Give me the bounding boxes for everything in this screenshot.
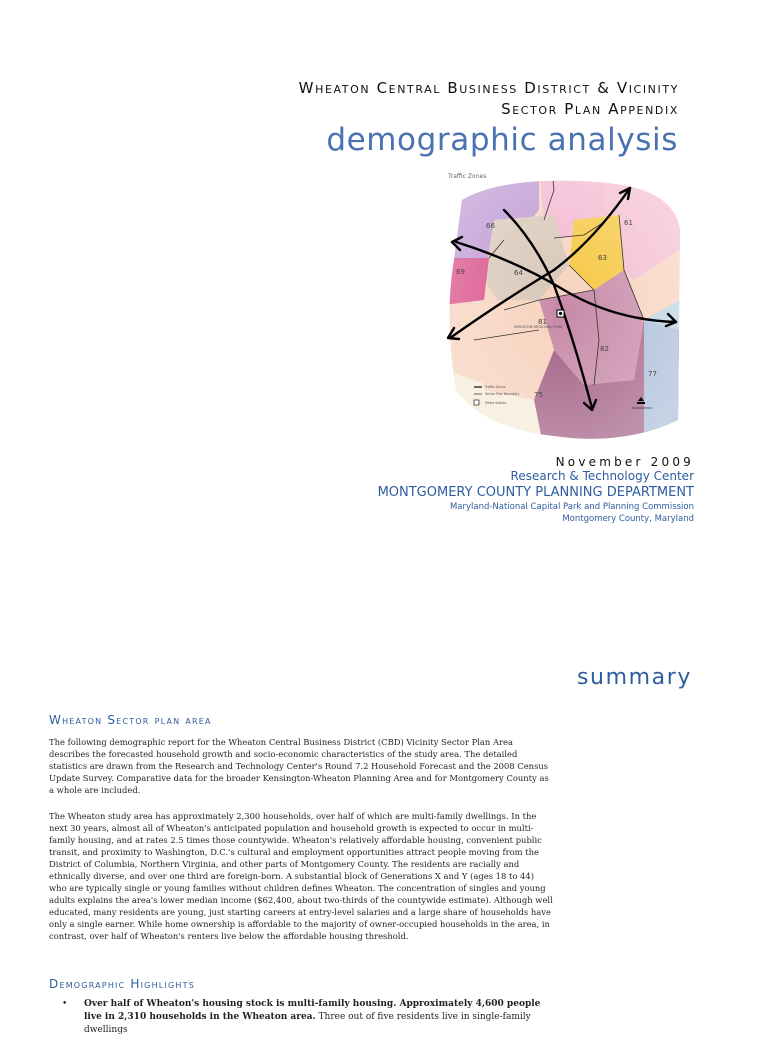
zone-82-label: 82	[600, 345, 609, 353]
zone-63-label: 63	[598, 254, 607, 262]
zone-75-label: 75	[534, 391, 543, 399]
commission-name: Maryland-National Capital Park and Planning Commission	[449, 502, 694, 512]
highlight-bullet-1	[62, 998, 554, 1037]
location-name: Montgomery County, Maryland	[562, 514, 694, 524]
metro-station-icon	[557, 310, 564, 317]
research-center-name: Research & Technology Center	[510, 469, 694, 483]
svg-text:Sector Plan Boundary: Sector Plan Boundary	[485, 392, 520, 396]
summary-paragraph-1: The following demographic report for the Wheaton Central Business District (CBD) Vicinity Sector Plan Area describes the forecasted household growth and socio-economic characteristics of the study area. The detailed statistics are drawn from the Research and Technology Center's Round 7.2 Household Forecast and the 2008 Census Update Survey. Comparative data for the broader Kensington-Wheaton Planning Area and for Montgomery County as a whole are included.	[49, 737, 549, 795]
zone-66-label: 66	[486, 222, 495, 230]
zone-77-label: 77	[648, 370, 657, 378]
zone-69-label: 69	[456, 268, 465, 276]
summary-heading: summary	[576, 665, 692, 690]
department-name: MONTGOMERY COUNTY PLANNING DEPARTMENT	[377, 485, 694, 500]
report-main-title: demographic analysis	[326, 122, 678, 158]
summary-paragraph-2: The Wheaton study area has approximately 2,300 households, over half of which are multi-family dwellings. In the next 30 years, almost all of Wheaton's anticipated population and household growth is expected to occur in multi-family housing, and at rates 2.5 times those countywide. Wheaton's relatively affordable housing, convenient public transit, and proximity to Washington, D.C.'s cultural and employment opportunities attract people moving from the District of Columbia, Northern Virginia, and other parts of Montgomery County. The residents are racially and ethnically diverse, and over one third are foreign-born. A substantial block of Generations X and Y (ages 18 to 44) who are typically single or young families without children defines Wheaton. The concentration of singles and young adults explains the area's lower median income ($62,400, about two-thirds of the countywide estimate). Although well educated, many residents are young, just starting careers at entry-level salaries and a large share of households have only a single earner. While home ownership is affordable to the majority of owner-occupied households in the area, in contrast, over half of Wheaton's renters live below the affordable housing threshold.	[49, 811, 553, 941]
bullet-bold-text: Over half of Wheaton's housing stock is multi-family housing. Approximately 4,600 people live in 2,310 households in the Wheaton area.	[84, 999, 541, 1022]
section-heading-demographic-highlights: Demographic Highlights	[49, 977, 195, 991]
report-title-line-2: Sector Plan Appendix	[501, 100, 679, 118]
report-title-line-1: Wheaton Central Business District & Vicinity	[298, 79, 679, 97]
zone-61-label: 61	[624, 219, 633, 227]
bullet-text: Three out of five residents live in single-family dwellings	[84, 1012, 531, 1035]
map-label: Traffic Zones	[448, 173, 487, 180]
svg-text:Metro Station: Metro Station	[485, 401, 507, 405]
park-label: WHEATON REGIONAL PARK	[514, 325, 563, 329]
traffic-zones-map	[444, 170, 680, 450]
bullet-dot-icon: •	[62, 999, 68, 1009]
zone-64-label: 64	[514, 269, 523, 277]
publication-date: November 2009	[555, 455, 694, 469]
zone-81-label: 81	[538, 318, 547, 326]
section-heading-sector-plan-area: Wheaton Sector plan area	[49, 713, 212, 727]
svg-text:Traffic Zones: Traffic Zones	[485, 385, 506, 389]
